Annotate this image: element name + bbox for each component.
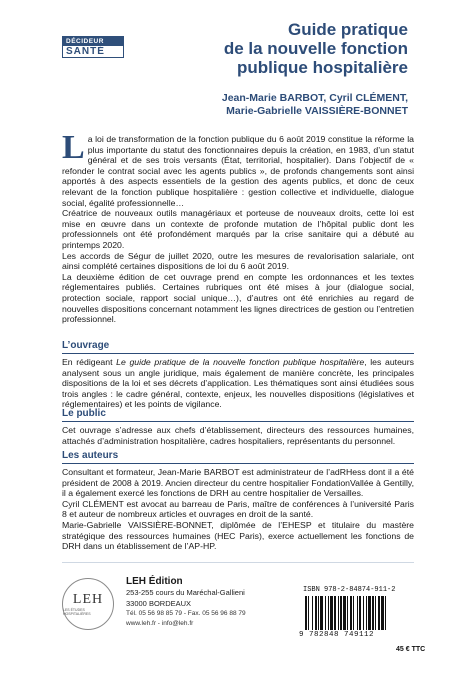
barcode-digits: 9 782848 749112	[299, 631, 375, 639]
publisher-address-1: 253-255 cours du Maréchal-Gallieni	[126, 588, 245, 597]
auteurs-paragraph-1: Consultant et formateur, Jean-Marie BARBOT est administrateur de l’adRHess dont il a été président de 2008 à 2019. Ancien directeur du centre hospitalier FondationVallée à Gentilly, il a également exercé les fonctions de DRH au centre hospitalier de Versailles.	[62, 467, 414, 499]
intro-paragraph-2: Créatrice de nouveaux outils managériaux et porteuse de nouveaux droits, cette loi est mise en œuvre dans un contexte de profonde mutation de l’hôpital public dont les professionnels ont été profondément marqués par la crise sanitaire qui a débuté au printemps 2020.	[62, 208, 414, 250]
publisher-logo-text: LEH	[72, 592, 104, 607]
section-public	[62, 408, 414, 446]
authors-line-1: Jean-Marie BARBOT, Cyril CLÉMENT,	[221, 92, 408, 104]
auteurs-paragraph-3: Marie-Gabrielle VAISSIÈRE-BONNET, diplômée de l’EHESP et titulaire du mastère stratégique des ressources humaines (HEC Paris), exerce actuellement les fonctions de DRH dans un établissement de l’AP-HP.	[62, 519, 414, 552]
auteurs-paragraph-2: Cyril CLÉMENT est avocat au barreau de Paris, maître de conférences à l’université Paris 8 et auteur de nombreux articles et ouvrages en droit de la santé.	[62, 498, 414, 520]
book-title	[178, 20, 408, 77]
publisher-info	[126, 576, 276, 629]
logo-bottom-text: SANTÉ	[63, 46, 123, 57]
intro-paragraph-3: Les accords de Ségur de juillet 2020, outre les mesures de revalorisation salariale, ont ainsi complété certaines dispositions de loi du 6 août 2019.	[62, 250, 414, 272]
publisher-name: LEH Édition	[126, 576, 183, 587]
footer-divider	[62, 562, 414, 563]
intro-text	[62, 129, 414, 325]
intro-paragraph-4: La deuxième édition de cet ouvrage prend en compte les ordonnances et les textes réglementaires publiés. Certaines rubriques ont été mises à jour (dialogue social, protection sociale, rapport social unique…), d’autres ont été enrichies au regard de nouvelles dispositions concernant notamment les lignes directrices de gestion ou l’entretien professionnel.	[62, 271, 414, 325]
drop-cap: L	[62, 129, 85, 166]
logo-top-text: DÉCIDEUR	[63, 37, 123, 46]
intro-paragraph-1: La loi de transformation de la fonction publique du 6 août 2019 constitue la réforme la plus importante du statut des fonctionnaires depuis la création, en 1983, d’un statut général et de ses trois versants (État, territorial, hospitalier). Dans l’objectif de « refonder le contrat social avec les agents publics », de profonds changements sont ainsi apportés à des aspects essentiels de la gestion des agents publics, et donc de ceux relevant de la fonction publique hospitalière : gestion collective et individuelle, dialogue social, égalité professionnelle…	[62, 129, 414, 208]
publisher-logo-small-text: LES ÉTUDES HOSPITALIÈRES	[63, 608, 91, 616]
title-line-2: de la nouvelle fonction	[223, 39, 408, 58]
section-auteurs-heading: Les auteurs	[62, 450, 414, 464]
authors-line-2: Marie-Gabrielle VAISSIÈRE-BONNET	[226, 105, 408, 117]
publisher-web: www.leh.fr - info@leh.fr	[126, 620, 194, 627]
section-ouvrage-heading: L’ouvrage	[62, 340, 414, 354]
barcode	[303, 596, 413, 630]
isbn-text: ISBN 978-2-84874-911-2	[303, 586, 396, 594]
price: 45 € TTC	[396, 646, 426, 653]
section-public-text: Cet ouvrage s’adresse aux chefs d’établissement, directeurs des ressources humaines, attachés d’administration hospitalière, cadres hospitaliers, représentants du personnel.	[62, 425, 414, 446]
publisher-address-2: 33000 BORDEAUX	[126, 599, 192, 608]
section-auteurs	[62, 450, 414, 552]
publisher-phone: Tél. 05 56 98 85 79 - Fax. 05 56 96 88 79	[126, 610, 246, 617]
section-public-heading: Le public	[62, 408, 414, 422]
book-authors	[148, 92, 408, 118]
collection-logo	[62, 36, 124, 58]
section-ouvrage-text: En rédigeant Le guide pratique de la nouvelle fonction publique hospitalière, les auteurs analysent sous un angle juridique, mais également de manière concrète, les principales dispositions de la loi et ses décrets d’application. Les thématiques sont ainsi étudiées sous trois angles : le cadre général, contexte, enjeux, les nouvelles dispositions (législatives et réglementaires) et les points de vigilance.	[62, 357, 414, 410]
title-line-1: Guide pratique	[288, 20, 408, 39]
title-line-3: publique hospitalière	[237, 58, 408, 77]
publisher-logo	[62, 578, 114, 630]
section-ouvrage	[62, 340, 414, 410]
